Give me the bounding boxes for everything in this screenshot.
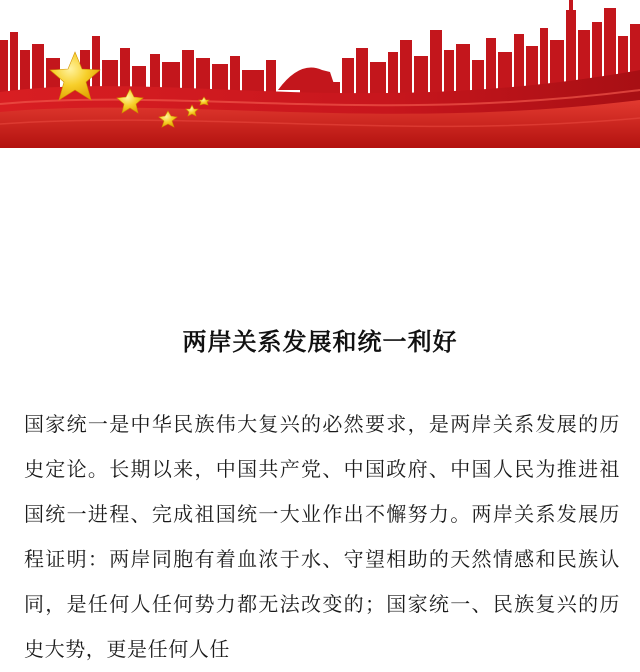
article-title: 两岸关系发展和统一利好	[182, 328, 458, 356]
article-body: 国家统一是中华民族伟大复兴的必然要求，是两岸关系发展的历史定论。长期以来，中国共产党、中国政府、中国人民为推进祖国统一进程、完成祖国统一大业作出不懈努力。两岸关系发展历程证明：两岸同胞有着血浓于水、守望相助的天然情感和民族认同，是任何人任何势力都无法改变的；国家统一、民族复兴的历史大势，更是任何人任	[24, 412, 620, 661]
banner-graphic	[0, 0, 640, 148]
header-banner	[0, 0, 640, 148]
